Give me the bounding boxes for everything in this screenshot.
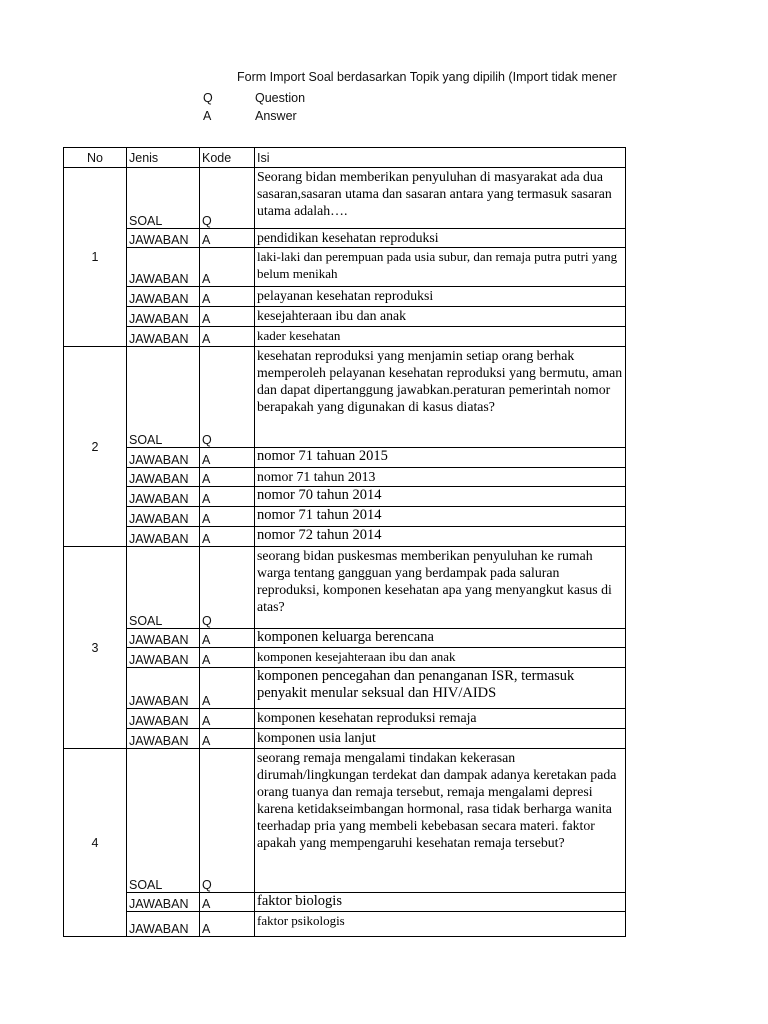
table-row: [64, 729, 626, 749]
table-row: [64, 448, 626, 468]
kode-cell: A: [200, 648, 255, 668]
isi-cell: laki-laki dan perempuan pada usia subur, dan remaja putra putri yang belum menikah: [255, 248, 626, 287]
table-row: [64, 547, 626, 629]
kode-cell: A: [200, 307, 255, 327]
column-header-jenis: Jenis: [127, 148, 200, 168]
isi-cell: nomor 72 tahun 2014: [255, 527, 626, 547]
jenis-cell: JAWABAN: [127, 307, 200, 327]
table-row: [64, 287, 626, 307]
column-header-isi: Isi: [255, 148, 626, 168]
isi-cell: pelayanan kesehatan reproduksi: [255, 287, 626, 307]
jenis-cell: JAWABAN: [127, 248, 200, 287]
kode-cell: A: [200, 668, 255, 709]
table-row: [64, 507, 626, 527]
jenis-cell: SOAL: [127, 749, 200, 893]
legend-meaning-a: Answer: [255, 109, 297, 123]
form-title: Form Import Soal berdasarkan Topik yang dipilih (Import tidak mener: [237, 70, 617, 84]
isi-cell: nomor 71 tahun 2013: [255, 468, 626, 487]
isi-cell: faktor biologis: [255, 893, 626, 912]
kode-cell: A: [200, 629, 255, 648]
jenis-cell: JAWABAN: [127, 629, 200, 648]
legend-code-q: Q: [203, 91, 213, 105]
kode-cell: Q: [200, 347, 255, 448]
isi-cell: kesehatan reproduksi yang menjamin setiap orang berhak memperoleh pelayanan kesehatan reproduksi yang bermutu, aman dan dapat dipertanggung jawabkan.peraturan pemerintah nomor berapakah yang digunakan di kasus diatas?: [255, 347, 626, 448]
table-row: [64, 487, 626, 507]
legend-meaning-q: Question: [255, 91, 306, 105]
jenis-cell: SOAL: [127, 547, 200, 629]
kode-cell: A: [200, 893, 255, 912]
isi-cell: seorang bidan puskesmas memberikan penyuluhan ke rumah warga tentang gangguan yang berdampak pada saluran reproduksi, komponen kesehatan apa yang menyangkut kasus di atas?: [255, 547, 626, 629]
isi-cell: seorang remaja mengalami tindakan kekerasan dirumah/lingkungan terdekat dan dampak adanya keretakan pada orang tuanya dan remaja tersebut, remaja mengalami depresi karena ketidakseimbangan hormonal, rasa tidak berharga wanita teerhadap pria yang membeli kebebasan secara materi. faktor apakah yang mempengaruhi kesehatan remaja tersebut?: [255, 749, 626, 893]
isi-cell: nomor 70 tahun 2014: [255, 487, 626, 507]
kode-cell: Q: [200, 547, 255, 629]
jenis-cell: JAWABAN: [127, 912, 200, 937]
table-row: [64, 248, 626, 287]
jenis-cell: JAWABAN: [127, 507, 200, 527]
table-row: [64, 229, 626, 248]
table-row: [64, 307, 626, 327]
jenis-cell: JAWABAN: [127, 648, 200, 668]
header-row: [64, 148, 626, 168]
table-row: [64, 468, 626, 487]
jenis-cell: JAWABAN: [127, 448, 200, 468]
kode-cell: Q: [200, 168, 255, 229]
table-row: [64, 648, 626, 668]
isi-cell: faktor psikologis: [255, 912, 626, 937]
table-row: [64, 527, 626, 547]
question-number-cell: 1: [64, 168, 127, 347]
table-row: [64, 893, 626, 912]
table-row: [64, 168, 626, 229]
kode-cell: A: [200, 729, 255, 749]
jenis-cell: SOAL: [127, 347, 200, 448]
isi-cell: komponen kesejahteraan ibu dan anak: [255, 648, 626, 668]
table-row: [64, 629, 626, 648]
jenis-cell: JAWABAN: [127, 468, 200, 487]
kode-cell: A: [200, 248, 255, 287]
isi-cell: pendidikan kesehatan reproduksi: [255, 229, 626, 248]
kode-cell: Q: [200, 749, 255, 893]
isi-cell: komponen usia lanjut: [255, 729, 626, 749]
legend-code-a: A: [203, 109, 212, 123]
kode-cell: A: [200, 287, 255, 307]
kode-cell: A: [200, 912, 255, 937]
table-row: [64, 912, 626, 937]
jenis-cell: JAWABAN: [127, 527, 200, 547]
column-header-no: No: [64, 148, 127, 168]
jenis-cell: SOAL: [127, 168, 200, 229]
jenis-cell: JAWABAN: [127, 729, 200, 749]
isi-cell: kesejahteraan ibu dan anak: [255, 307, 626, 327]
isi-cell: Seorang bidan memberikan penyuluhan di masyarakat ada dua sasaran,sasaran utama dan sasaran antara yang termasuk sasaran utama adalah….: [255, 168, 626, 229]
jenis-cell: JAWABAN: [127, 668, 200, 709]
jenis-cell: JAWABAN: [127, 709, 200, 729]
kode-cell: A: [200, 327, 255, 347]
isi-cell: komponen kesehatan reproduksi remaja: [255, 709, 626, 729]
question-number-cell: 2: [64, 347, 127, 547]
question-number-cell: 3: [64, 547, 127, 749]
kode-cell: A: [200, 487, 255, 507]
kode-cell: A: [200, 448, 255, 468]
table-body: [64, 168, 626, 937]
table-row: [64, 327, 626, 347]
kode-cell: A: [200, 709, 255, 729]
kode-cell: A: [200, 468, 255, 487]
isi-cell: nomor 71 tahuan 2015: [255, 448, 626, 468]
kode-cell: A: [200, 229, 255, 248]
jenis-cell: JAWABAN: [127, 287, 200, 307]
isi-cell: nomor 71 tahun 2014: [255, 507, 626, 527]
column-header-kode: Kode: [200, 148, 255, 168]
table-row: [64, 749, 626, 893]
question-number-cell: 4: [64, 749, 127, 937]
table-row: [64, 668, 626, 709]
kode-cell: A: [200, 507, 255, 527]
jenis-cell: JAWABAN: [127, 893, 200, 912]
jenis-cell: JAWABAN: [127, 229, 200, 248]
isi-cell: komponen keluarga berencana: [255, 629, 626, 648]
jenis-cell: JAWABAN: [127, 327, 200, 347]
isi-cell: kader kesehatan: [255, 327, 626, 347]
jenis-cell: JAWABAN: [127, 487, 200, 507]
isi-cell: komponen pencegahan dan penanganan ISR, termasuk penyakit menular seksual dan HIV/AIDS: [255, 668, 626, 709]
kode-cell: A: [200, 527, 255, 547]
table-row: [64, 709, 626, 729]
question-table: [63, 147, 626, 937]
table-row: [64, 347, 626, 448]
